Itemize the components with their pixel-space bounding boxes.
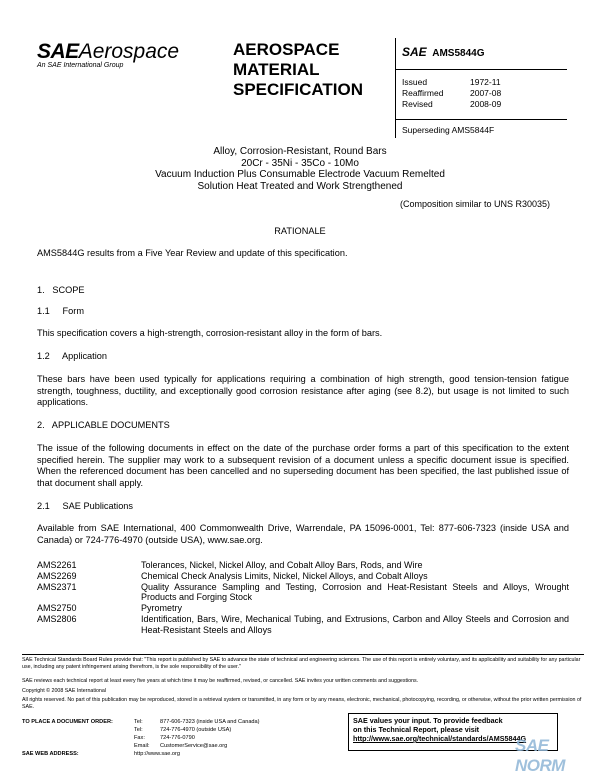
date-value: 2007-08 bbox=[470, 88, 502, 98]
document-type-title bbox=[233, 40, 393, 100]
subject-line-2: 20Cr - 35Ni - 35Co - 10Mo bbox=[241, 157, 359, 169]
title-line-3: SPECIFICATION bbox=[233, 80, 364, 99]
sae-publications-text: Available from SAE International, 400 Commonwealth Drive, Warrendale, PA 15096-0001, Tel: 877-606-7323 (inside USA and Canada) or 724-776-4970 (outside USA), www.sae.org. bbox=[37, 523, 569, 545]
header-divider bbox=[395, 38, 396, 138]
reference-row bbox=[37, 560, 569, 571]
order-key: Tel: bbox=[134, 727, 143, 733]
order-label: TO PLACE A DOCUMENT ORDER: bbox=[22, 719, 113, 725]
composition-note: (Composition similar to UNS R30035) bbox=[400, 199, 551, 209]
watermark: SAE NORM bbox=[515, 736, 565, 775]
logo-tagline: An SAE International Group bbox=[37, 62, 124, 69]
section-1-heading: 1. SCOPE bbox=[37, 285, 85, 295]
subject-line-3: Vacuum Induction Plus Consumable Electrode Vacuum Remelted bbox=[155, 169, 445, 180]
document-subject bbox=[0, 146, 600, 192]
order-info bbox=[22, 718, 260, 758]
reference-code: AMS2269 bbox=[37, 570, 77, 581]
section-2-heading: 2. APPLICABLE DOCUMENTS bbox=[37, 420, 170, 430]
reference-code: AMS2261 bbox=[37, 560, 77, 570]
reference-code: AMS2806 bbox=[37, 613, 77, 624]
footer-rights: All rights reserved. No part of this publication may be reproduced, stored in a retrieval system or transmitted, in any form or by any means, electronic, mechanical, photocopying, recording, or otherwise, without the prior written permission of SAE. bbox=[22, 697, 582, 710]
doc-id-underline bbox=[395, 69, 567, 70]
doc-prefix: SAE bbox=[402, 45, 427, 59]
section-2-1-heading: 2.1 SAE Publications bbox=[37, 501, 134, 511]
reference-code: AMS2371 bbox=[37, 581, 77, 592]
applicable-documents-text: The issue of the following documents in effect on the date of the purchase order forms a part of this specification to the extent specified herein. The supplier may work to a subsequent revision of a document unless a specific document issue is specified. When the referenced document has been cancelled and no superseding document has been specified, the last published issue of that document shall apply. bbox=[37, 443, 569, 488]
revision-dates bbox=[402, 77, 501, 110]
footer-rules: SAE Technical Standards Board Rules provide that: "This report is published by SAE to advance the state of technical and engineering sciences. The use of this report is entirely voluntary, and its applicability and suitability for any particular use, including any patent infringement arising therefrom, is the sole responsibility of the user." bbox=[22, 657, 581, 670]
order-value: 724-776-4970 (outside USA) bbox=[160, 727, 232, 733]
reference-list bbox=[37, 560, 569, 636]
date-value: 1972-11 bbox=[470, 77, 501, 87]
order-key: Fax: bbox=[134, 735, 145, 741]
title-line-1: AEROSPACE bbox=[233, 40, 340, 59]
reference-title: Tolerances, Nickel, Nickel Alloy, and Cobalt Alloy Bars, Rods, and Wire bbox=[141, 560, 423, 570]
order-value: 877-606-7323 (inside USA and Canada) bbox=[160, 719, 260, 725]
order-key: Email: bbox=[134, 743, 150, 749]
subject-line-1: Alloy, Corrosion-Resistant, Round Bars bbox=[213, 146, 387, 157]
logo-sae: SAE bbox=[37, 40, 79, 63]
section-1-1-heading: 1.1 Form bbox=[37, 306, 84, 316]
dates-underline bbox=[395, 119, 567, 120]
rationale-text: AMS5844G results from a Five Year Review and update of this specification. bbox=[37, 248, 348, 258]
web-address-link[interactable]: http://www.sae.org bbox=[134, 751, 181, 757]
document-number bbox=[402, 45, 485, 59]
logo-aerospace: Aerospace bbox=[78, 40, 180, 63]
reference-title: Chemical Check Analysis Limits, Nickel, Nickel Alloys, and Cobalt Alloys bbox=[141, 570, 428, 581]
feedback-line-2: on this Technical Report, please visit bbox=[353, 725, 480, 734]
feedback-line-1: SAE values your input. To provide feedback bbox=[353, 716, 503, 725]
reference-title: Identification, Bars, Wire, Mechanical Tubing, and Extrusions, Carbon and Alloy Steels and Corrosion and Heat-Resistant Steels and Alloys bbox=[141, 613, 569, 635]
application-text: These bars have been used typically for applications requiring a combination of high strength, good tension-tension fatigue strength, toughness, ductility, and exceptionally good corrosion resistance after aging (see 8.2), but usage is not limited to such applications. bbox=[37, 374, 569, 407]
subject-line-4: Solution Heat Treated and Work Strengthened bbox=[197, 180, 403, 192]
reference-row bbox=[37, 603, 569, 614]
reference-title: Quality Assurance Sampling and Testing, Corrosion and Heat-Resistant Steels and Alloys, Wrought Products and Forging Stock bbox=[141, 581, 569, 603]
footer-copyright: Copyright © 2008 SAE International bbox=[22, 688, 106, 694]
date-label: Issued bbox=[402, 77, 428, 87]
order-key: Tel: bbox=[134, 719, 143, 725]
date-label: Reaffirmed bbox=[402, 88, 444, 98]
reference-row bbox=[37, 571, 569, 582]
title-line-2: MATERIAL bbox=[233, 60, 320, 79]
reference-row bbox=[37, 614, 569, 636]
reference-code: AMS2750 bbox=[37, 603, 77, 614]
order-value: 724-776-0790 bbox=[160, 735, 195, 741]
superseding: Superseding AMS5844F bbox=[402, 125, 495, 135]
footer-review: SAE reviews each technical report at least every five years at which time it may be reaffirmed, revised, or cancelled. SAE invites your written comments and suggestions. bbox=[22, 678, 419, 684]
footer-divider bbox=[22, 654, 584, 655]
reference-title: Pyrometry bbox=[141, 603, 183, 614]
feedback-link[interactable]: http://www.sae.org/technical/standards/AMS5844G bbox=[353, 734, 527, 743]
doc-number: AMS5844G bbox=[432, 48, 485, 59]
form-text: This specification covers a high-strength, corrosion-resistant alloy in the form of bars. bbox=[37, 328, 383, 338]
web-label: SAE WEB ADDRESS: bbox=[22, 751, 79, 757]
rationale-heading: RATIONALE bbox=[274, 226, 326, 236]
date-label: Revised bbox=[402, 99, 433, 109]
reference-row bbox=[37, 582, 569, 604]
date-value: 2008-09 bbox=[470, 99, 502, 109]
section-1-2-heading: 1.2 Application bbox=[37, 351, 107, 361]
sae-aerospace-logo bbox=[37, 40, 227, 69]
order-value[interactable]: CustomerService@sae.org bbox=[160, 743, 228, 749]
